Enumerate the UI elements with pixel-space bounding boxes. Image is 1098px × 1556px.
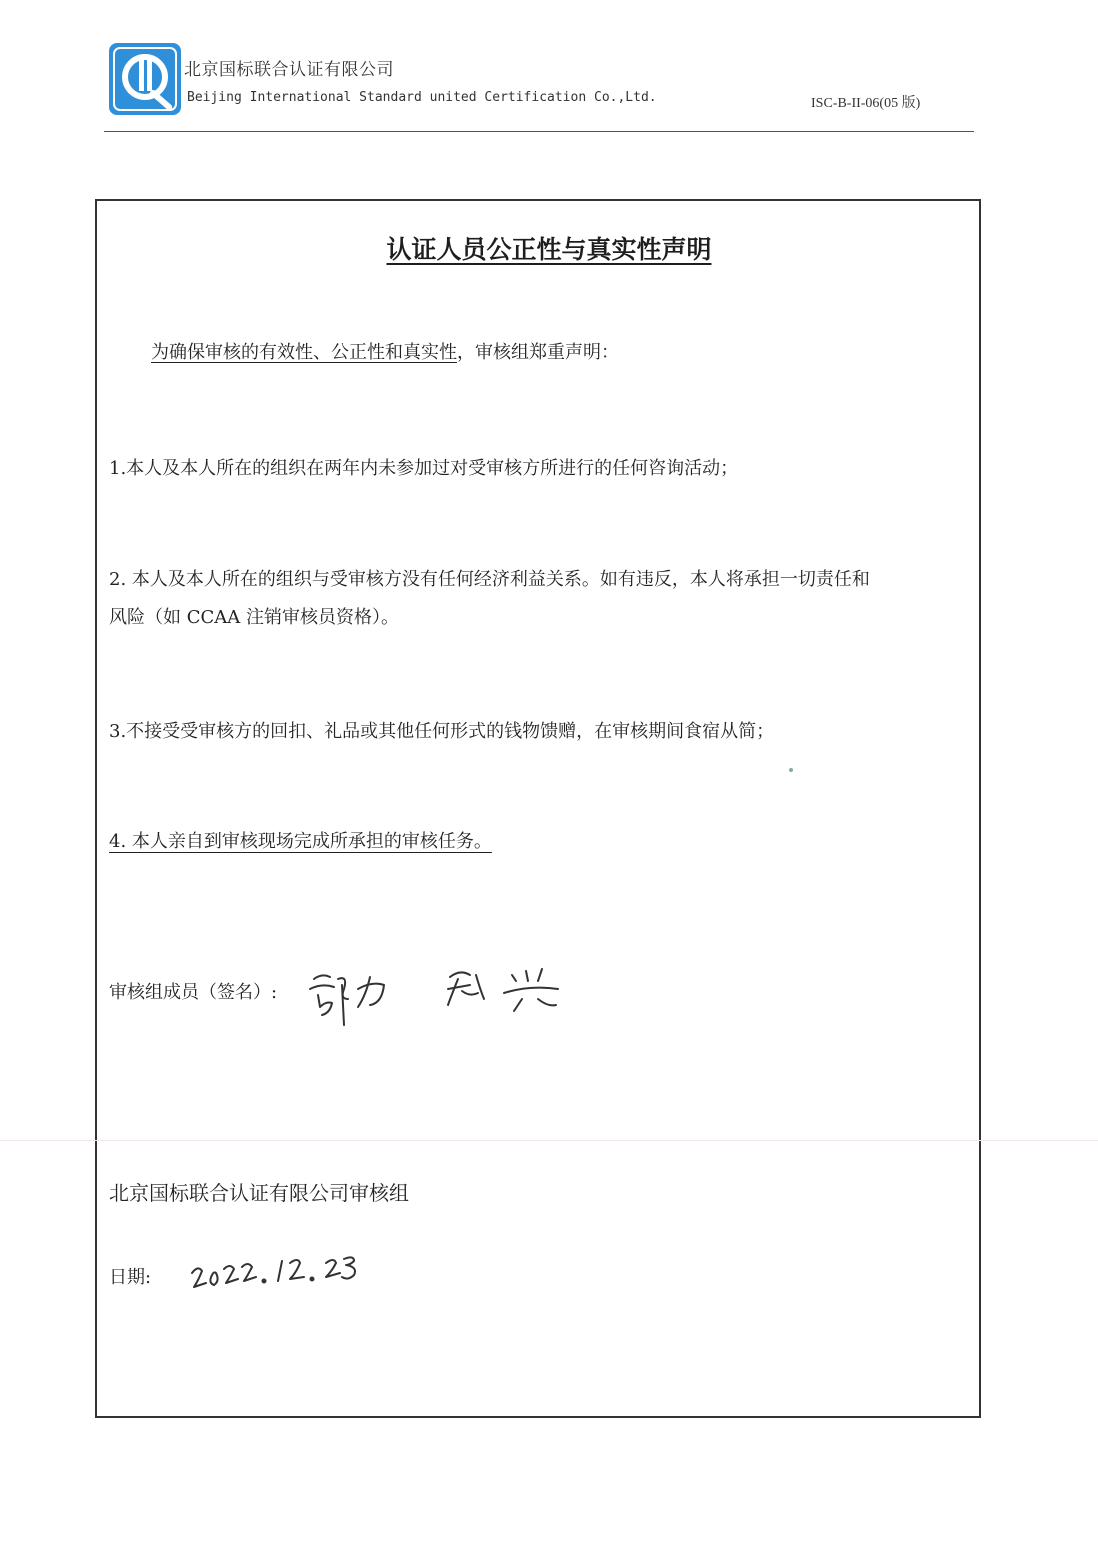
company-name-cn: 北京国标联合认证有限公司	[184, 60, 394, 80]
declaration-item-1: 1.本人及本人所在的组织在两年内未参加过对受审核方所进行的任何咨询活动；	[109, 458, 739, 479]
intro-paragraph	[151, 338, 619, 364]
scan-artifact-line	[0, 1140, 1098, 1141]
company-name-en: Beijing International Standard united Certification Co.,Ltd.	[187, 90, 657, 105]
declaration-item-2-line-2: 风险（如 CCAA 注销审核员资格）。	[109, 607, 399, 628]
intro-underlined: 为确保审核的有效性、公正性和真实性	[151, 342, 457, 363]
header-divider	[104, 131, 974, 132]
declaration-item-3: 3.不接受受审核方的回扣、礼品或其他任何形式的钱物馈赠，在审核期间食宿从简；	[109, 721, 775, 742]
declaration-item-4	[109, 823, 969, 861]
document-title	[0, 230, 1098, 266]
signature-label: 审核组成员（签名）:	[109, 982, 278, 1003]
declaration-item-2	[109, 561, 969, 637]
handwritten-signature	[300, 955, 580, 1045]
declaration-item-4-text: 4. 本人亲自到审核现场完成所承担的审核任务。	[109, 831, 492, 852]
company-logo-icon	[109, 43, 181, 115]
handwritten-date	[190, 1245, 370, 1295]
organization-name: 北京国标联合认证有限公司审核组	[109, 1181, 409, 1205]
declaration-frame	[95, 199, 981, 1418]
document-title-text: 认证人员公正性与真实性声明	[386, 235, 712, 264]
date-label: 日期:	[109, 1267, 152, 1288]
scan-speck	[789, 768, 793, 772]
declaration-item-2-line-1: 2. 本人及本人所在的组织与受审核方没有任何经济利益关系。如有违反，本人将承担一切责任和	[109, 569, 870, 590]
intro-rest: ，审核组郑重声明：	[457, 342, 619, 363]
form-code: ISC-B-II-06(05 版)	[811, 96, 921, 111]
